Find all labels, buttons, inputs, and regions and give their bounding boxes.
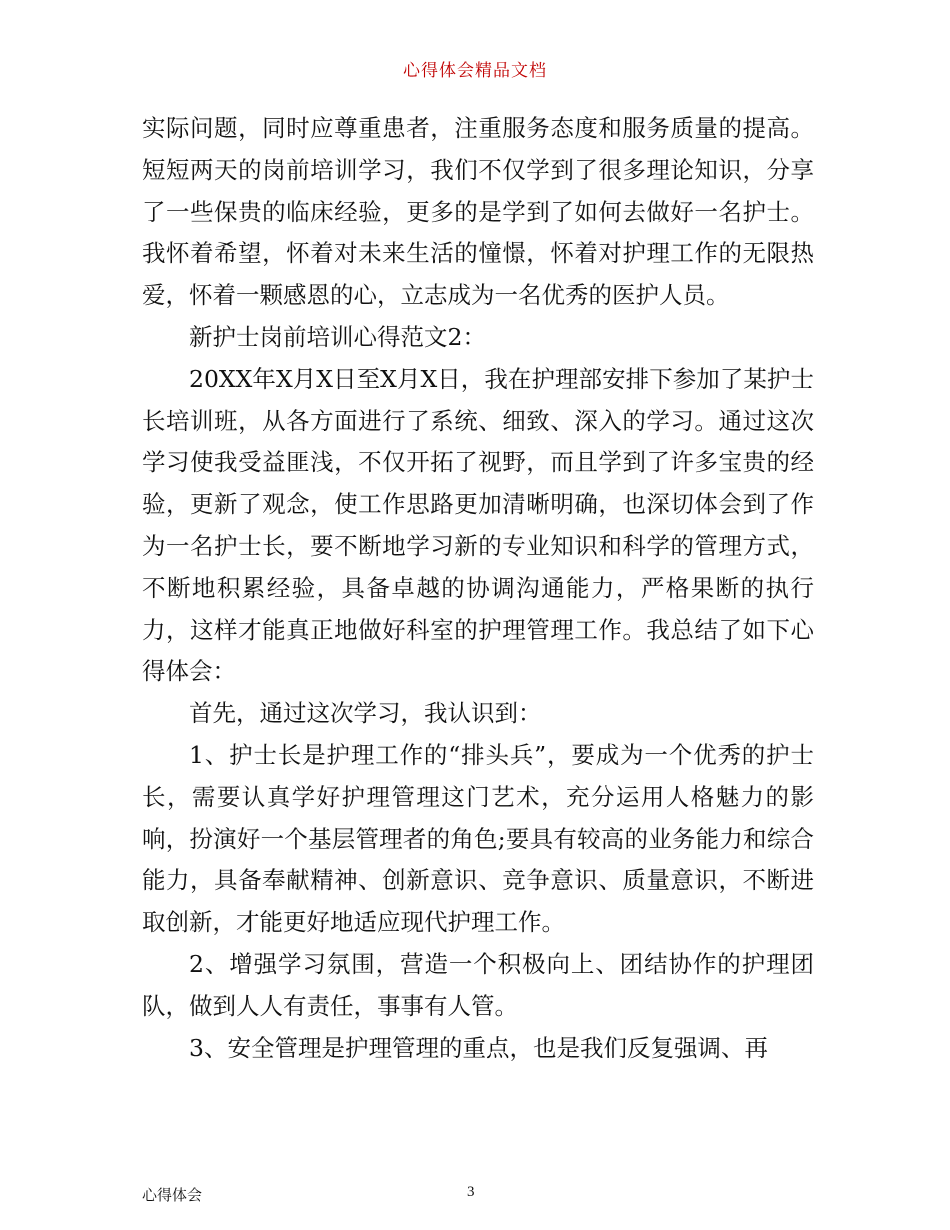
footer-label: 心得体会 [142,1186,203,1204]
paragraph-section-heading: 新护士岗前培训心得范文2： [189,322,486,351]
paragraph-intro: 20XX年X月X日至X月X日，我在护理部安排下参加了某护士长培训班，从各方面进行了系统、细致、深入的学习。通过这次学习使我受益匪浅，不仅开拓了视野，而且学到了许多宝贵的经验，更新了观念，使工作思路更加清晰明确，也深切体会到了作为一名护士长，要不断地学习新的专业知识和科学的管理方式，不断地积累经验，具备卓越的协调沟通能力，严格果断的执行力，这样才能真正地做好科室的护理管理工作。我总结了如下心得体会： [142,364,814,686]
paragraph-item-2: 2、增强学习氛围，营造一个积极向上、团结协作的护理团队，做到人人有责任，事事有人管。 [142,949,814,1020]
paragraph-item-3: 3、安全管理是护理管理的重点，也是我们反复强调、再 [189,1033,768,1062]
paragraph-item-1: 1、护士长是护理工作的“排头兵”，要成为一个优秀的护士长，需要认真学好护理管理这门艺术，充分运用人格魅力的影响，扮演好一个基层管理者的角色;要具有较高的业务能力和综合能力，具备奉献精神、创新意识、竞争意识、质量意识，不断进取创新，才能更好地适应现代护理工作。 [142,740,814,937]
page-header-title: 心得体会精品文档 [403,61,547,81]
paragraph-continuation: 实际问题，同时应尊重患者，注重服务态度和服务质量的提高。短短两天的岗前培训学习，我们不仅学到了很多理论知识，分享了一些保贵的临床经验，更多的是学到了如何去做好一名护士。我怀着希望，怀着对未来生活的憧憬，怀着对护理工作的无限热爱，怀着一颗感恩的心，立志成为一名优秀的医护人员。 [142,114,814,310]
page-footer [0,1184,950,1208]
page-number: 3 [467,1184,475,1200]
paragraph-first-point-lead: 首先，通过这次学习，我认识到： [189,699,542,728]
document-body [142,108,814,1069]
